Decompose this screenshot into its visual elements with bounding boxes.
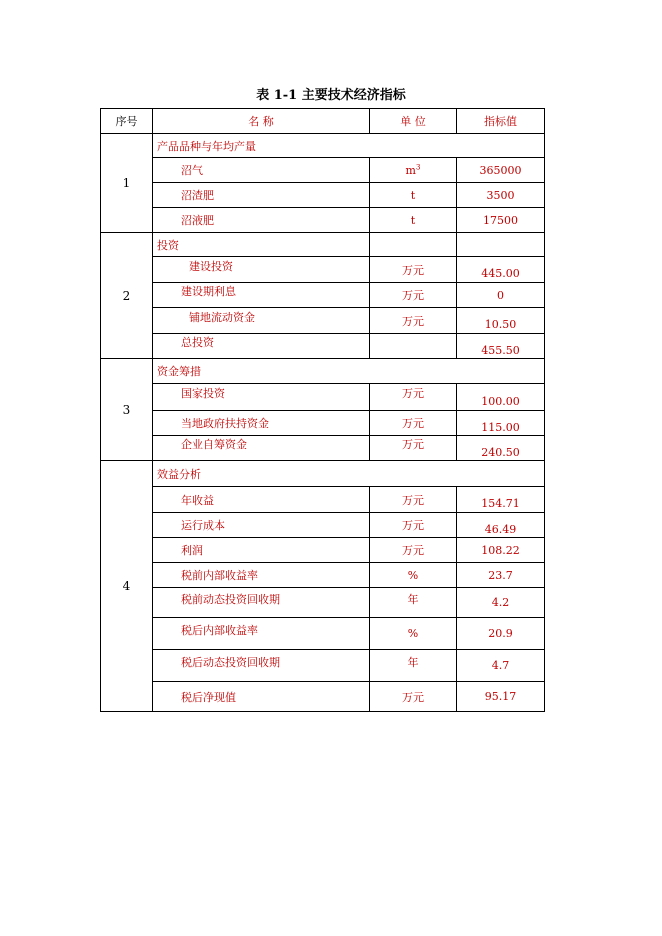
header-value: 指标值: [457, 109, 545, 134]
row-unit: 年: [370, 650, 457, 682]
row-value: 17500: [457, 208, 545, 233]
row-value: 4.2: [457, 588, 545, 618]
group-3-category-row: [101, 359, 545, 384]
header-row: [101, 109, 545, 134]
group-1-category-row: [101, 134, 545, 158]
row-name: 税后动态投资回收期: [153, 650, 370, 682]
row-name: 年收益: [153, 487, 370, 513]
header-unit: 单 位: [370, 109, 457, 134]
group-3-seq: 3: [101, 359, 153, 461]
group-1-seq: 1: [101, 134, 153, 233]
row-unit: 万元: [370, 538, 457, 563]
table-row: [101, 208, 545, 233]
row-value: 10.50: [457, 308, 545, 334]
header-seq: 序号: [101, 109, 153, 134]
row-unit: 万元: [370, 257, 457, 283]
header-name: 名 称: [153, 109, 370, 134]
unit-superscript: 3: [415, 162, 421, 171]
row-value: 0: [457, 283, 545, 308]
row-name: 当地政府扶持资金: [153, 411, 370, 436]
table-row: [101, 183, 545, 208]
row-value: 154.71: [457, 487, 545, 513]
row-unit: [370, 334, 457, 359]
table-row: [101, 487, 545, 513]
table-row: [101, 650, 545, 682]
row-value: 4.7: [457, 650, 545, 682]
row-name: 沼液肥: [153, 208, 370, 233]
row-name: 企业自筹资金: [153, 436, 370, 461]
row-unit: 万元: [370, 513, 457, 538]
row-value: 20.9: [457, 618, 545, 650]
row-unit: 万元: [370, 411, 457, 436]
row-unit: 万元: [370, 436, 457, 461]
group-4-seq: 4: [101, 461, 153, 712]
row-value: 100.00: [457, 384, 545, 411]
table-row: [101, 411, 545, 436]
table-row: [101, 334, 545, 359]
row-unit: %: [370, 563, 457, 588]
empty-cell: [370, 233, 457, 257]
row-value: 115.00: [457, 411, 545, 436]
group-4-category: 效益分析: [153, 461, 545, 487]
row-name: 利润: [153, 538, 370, 563]
table-title: 表 1-1 主要技术经济指标: [256, 88, 406, 103]
row-name: 税后净现值: [153, 682, 370, 712]
table-row: [101, 538, 545, 563]
row-value: 445.00: [457, 257, 545, 283]
unit-base: m: [405, 163, 416, 177]
row-unit: 万元: [370, 682, 457, 712]
table-row: [101, 257, 545, 283]
row-name: 税前内部收益率: [153, 563, 370, 588]
row-name: 总投资: [153, 334, 370, 359]
row-value: 365000: [457, 158, 545, 183]
row-unit: t: [370, 183, 457, 208]
group-2-category-row: [101, 233, 545, 257]
group-3-category: 资金筹措: [153, 359, 545, 384]
row-name: 税后内部收益率: [153, 618, 370, 650]
row-unit: %: [370, 618, 457, 650]
row-name: 国家投资: [153, 384, 370, 411]
row-unit: [370, 158, 457, 183]
table-row: [101, 588, 545, 618]
empty-cell: [457, 233, 545, 257]
row-name: 铺地流动资金: [153, 308, 370, 334]
row-unit: 万元: [370, 308, 457, 334]
row-name: 运行成本: [153, 513, 370, 538]
table-row: [101, 513, 545, 538]
table-row: [101, 436, 545, 461]
group-1-category: 产品品种与年均产量: [153, 134, 545, 158]
row-value: 455.50: [457, 334, 545, 359]
group-2-seq: 2: [101, 233, 153, 359]
row-unit: 万元: [370, 283, 457, 308]
row-name: 建设期利息: [153, 283, 370, 308]
table-row: [101, 563, 545, 588]
row-name: 税前动态投资回收期: [153, 588, 370, 618]
table-row: [101, 283, 545, 308]
row-name: 建设投资: [153, 257, 370, 283]
table-row: [101, 682, 545, 712]
group-4-category-row: [101, 461, 545, 487]
row-name: 沼气: [153, 158, 370, 183]
economic-indicators-table: [100, 108, 545, 712]
row-unit: 万元: [370, 384, 457, 411]
row-value: 23.7: [457, 563, 545, 588]
row-value: 46.49: [457, 513, 545, 538]
row-value: 3500: [457, 183, 545, 208]
row-name: 沼渣肥: [153, 183, 370, 208]
row-unit: 万元: [370, 487, 457, 513]
row-unit: 年: [370, 588, 457, 618]
row-unit: t: [370, 208, 457, 233]
row-value: 240.50: [457, 436, 545, 461]
table-row: [101, 618, 545, 650]
table-row: [101, 158, 545, 183]
group-2-category: 投资: [153, 233, 370, 257]
table-row: [101, 384, 545, 411]
row-value: 108.22: [457, 538, 545, 563]
table-row: [101, 308, 545, 334]
row-value: 95.17: [457, 682, 545, 712]
